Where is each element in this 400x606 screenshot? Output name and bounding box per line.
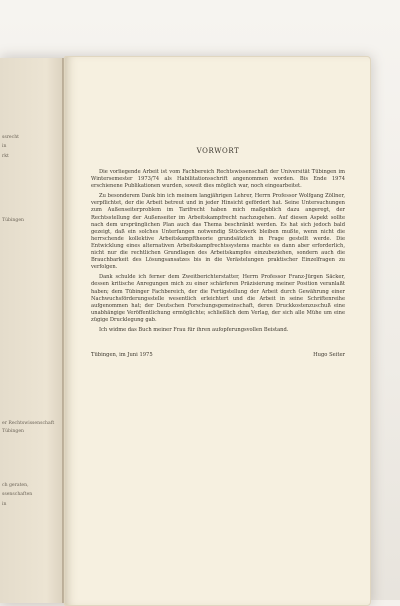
left-fragment: ssrecht bbox=[2, 135, 20, 140]
paragraph-4: Ich widme das Buch meiner Frau für ihren aufopferungsvollen Beistand. bbox=[99, 326, 289, 333]
left-fragment: in bbox=[2, 144, 7, 149]
left-fragment: er Rechtswissenschaft bbox=[2, 421, 55, 426]
left-fragment: Tübingen bbox=[2, 429, 25, 434]
left-fragment: in bbox=[2, 502, 7, 507]
left-page bbox=[0, 58, 67, 603]
page-content bbox=[91, 147, 345, 358]
paragraph-1: Die vorliegende Arbeit ist vom Fachbereich Rechtswissenschaft der Universität Tübingen im Wintersemester 1973/74 als Habilitationsschrift angenommen worden. Bis Ende 1974 erschienene Publikationen wurden, soweit dies möglich war, noch eingearbeitet. bbox=[91, 169, 345, 190]
right-page bbox=[64, 56, 371, 606]
signature-line bbox=[91, 352, 345, 358]
paragraph-3: Dank schulde ich ferner dem Zweitberichterstatter, Herrn Professor Franz-Jürgen Säcker, dessen kritische Anregungen mich zu einer schärferen Präzisierung meiner Position veranlaßt haben; dem Tübinger Fachbereich, der die Fertigstellung der Arbeit durch Gewährung einer Nachwuchsförderungsstelle wesentlich erleichtert und die Arbeit in seine Schriftenreihe aufgenommen hat; der Deutschen Forschungsgemeinschaft, deren Druckkostenzuschuß eine unabhängige Veröffentlichung ermöglichte; schließlich dem Verlag, der sich alle Mühe um eine zügige Drucklegung gab. bbox=[91, 274, 345, 323]
paragraph-2: Zu besonderem Dank bin ich meinem langjährigen Lehrer, Herrn Professor Wolfgang Zöllner, verpflichtet, der die Arbeit betreut und in jeder Hinsicht gefördert hat. Seine Untersuchungen zum Außenseiterproblem im Tarifrecht haben mich maßgeblich dazu angeregt, der Rechtsstellung der Außenseiter im Arbeitskampfrecht nachzugehen. Auf diesen Aspekt sollte nach dem ursprünglichen Plan auch das Thema beschränkt werden. Es hat sich jedoch bald gezeigt, daß ein solches Unterfangen notwendig Stückwerk bleiben mußte, wenn nicht die herrschende kollektive Arbeitskampftheorie grundsätzlich in Frage gestellt werde. Die Entwicklung eines alternativen Arbeitskampfrechtssystems machte es dann aber erforderlich, nicht nur die rechtlichen Grundlagen des Arbeitskampfes einzubeziehen, sondern auch die Brauchbarkeit des Lösungsansatzes bis in die Verästelungen praktischer Einzelfragen zu verfolgen. bbox=[91, 193, 345, 271]
left-fragment: Tübingen bbox=[2, 218, 25, 223]
page-title: VORWORT bbox=[196, 147, 240, 155]
place-date: Tübingen, im Juni 1975 bbox=[91, 352, 153, 359]
left-fragment: rkt bbox=[2, 154, 9, 159]
left-fragment: ssenschaften bbox=[2, 492, 33, 497]
left-fragment: ch geraten, bbox=[2, 483, 29, 488]
author-name: Hugo Seiter bbox=[313, 352, 345, 359]
